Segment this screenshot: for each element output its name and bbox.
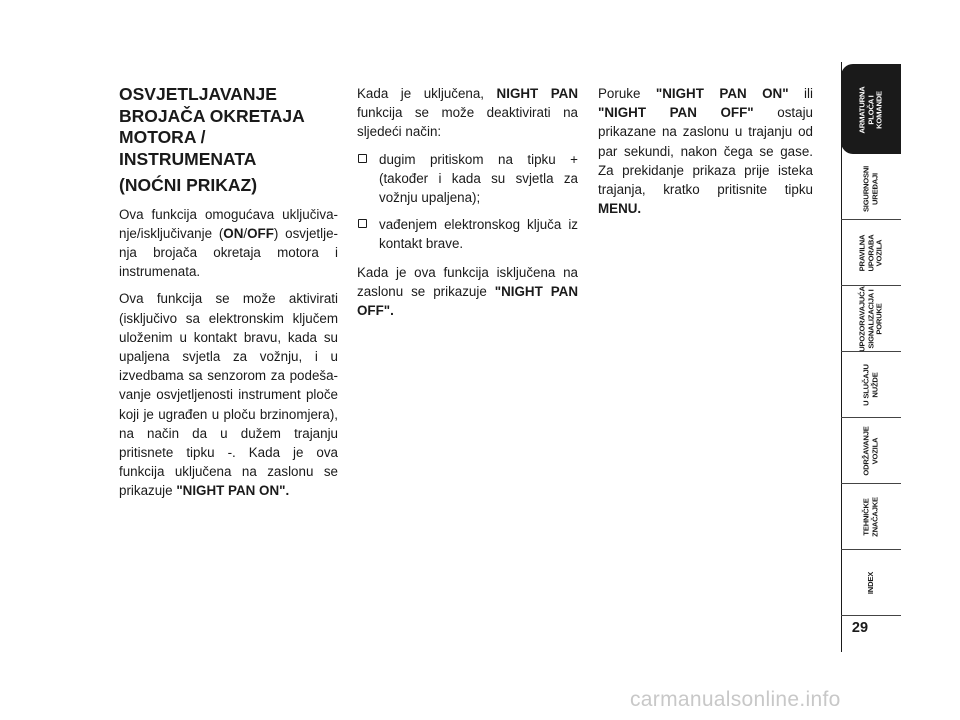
tab-sigurnosni-uredaji[interactable]	[841, 158, 901, 220]
tab-label: INDEX	[865, 571, 875, 594]
text: Ova funkcija se može aktivirati (isključivo sa elektronskim ključem uloženim u kontakt bravu, kada su upaljena svjetla za vožnju, i u izvedbama sa senzorom za podeša-vanje osvjetljenosti instrument ploče koji je ugrađen u ploču brzinomjera), na način da u dužem trajanju pritisnete tipku -. Kada je ova funkcija uključena na zaslonu se prikazuje	[119, 291, 338, 499]
text: Poruke	[598, 86, 656, 101]
night-pan-off-label: "NIGHT PAN OFF".	[357, 283, 578, 319]
night-pan-off-label: "NIGHT PAN OFF"	[598, 105, 754, 121]
tab-label: U SLUČAJU NUŽDE	[861, 363, 879, 406]
text: ili	[788, 86, 813, 101]
night-pan-on-label: "NIGHT PAN ON"	[655, 86, 789, 101]
night-pan-on-label: "NIGHT PAN ON".	[176, 483, 290, 499]
text: /	[243, 225, 248, 241]
column-middle	[357, 84, 578, 328]
list-item	[357, 215, 578, 253]
watermark: carmanualsonline.info	[630, 688, 841, 711]
heading-line: INSTRUMENATA	[119, 148, 257, 169]
on-label: ON	[223, 225, 244, 241]
tab-pravilna-uporaba[interactable]	[841, 220, 901, 286]
column-left	[119, 84, 338, 509]
text: ostaju prikazane na zaslonu u trajanju od par sekundi, nakon čega se gase. Za prekidanje prikaza prije isteka trajanja, kratko pritisnite tipku	[598, 105, 813, 198]
heading-line: BROJAČA OKRETAJA	[119, 105, 305, 126]
menu-label: MENU.	[598, 201, 642, 217]
checkbox-bullet-icon	[358, 219, 367, 228]
page-number: 29	[851, 620, 869, 636]
tab-tehnicke-znacajke[interactable]	[841, 484, 901, 550]
night-pan-label: NIGHT PAN	[496, 86, 578, 101]
text: Kada je ova funkcija isključena na zaslonu se prikazuje	[357, 264, 578, 299]
off-label: OFF	[247, 225, 274, 241]
paragraph-intro	[119, 205, 338, 282]
checkbox-bullet-icon	[358, 154, 367, 163]
tab-odrzavanje-vozila[interactable]	[841, 418, 901, 484]
section-heading	[119, 84, 338, 197]
tab-index[interactable]	[841, 550, 901, 616]
text: Kada je uključena,	[357, 86, 497, 101]
heading-line: MOTORA /	[119, 127, 206, 147]
paragraph-activation	[119, 289, 338, 500]
tab-label: PRAVILNA UPORABA VOZILA	[857, 234, 884, 271]
text: Ova funkcija omogućava uključiva-nje/isključivanje (	[119, 206, 338, 241]
tab-label: TEHNIČKE ZNAČAJKE	[861, 496, 879, 537]
paragraph-messages	[598, 84, 813, 218]
bullet-list	[357, 150, 578, 254]
column-right	[598, 84, 813, 226]
text: funkcija se može deaktivirati na sljedeći način:	[357, 105, 578, 140]
heading-subtitle: (NOĆNI PRIKAZ)	[119, 175, 258, 195]
tab-label: ARMATURNA PLOČA I KOMANDE	[857, 86, 884, 134]
list-item-text: dugim pritiskom na tipku + (također i kada su svjetla za vožnju upaljena);	[379, 151, 578, 206]
list-item-text: vađenjem elektronskog ključa iz kontakt brave.	[379, 217, 578, 252]
text: ) osvjetlje-nja brojača okretaja motora i instrumenata.	[119, 225, 338, 280]
tab-u-slucaju-nuzde[interactable]	[841, 352, 901, 418]
paragraph-off-message	[357, 263, 578, 321]
chapter-tabs	[841, 62, 901, 616]
list-item	[357, 150, 578, 208]
heading-line: OSVJETLJAVANJE	[119, 84, 277, 104]
tab-armaturna-ploca[interactable]	[841, 62, 901, 158]
tab-label: UPOZORAVAJUĆA SIGNALIZACIJA I PORUKE	[857, 285, 884, 352]
tab-label: ODRŽAVANJE VOZILA	[861, 425, 879, 476]
tab-label: SIGURNOSNI UREĐAJI	[861, 165, 879, 212]
tab-upozoravajuca-signalizacija[interactable]	[841, 286, 901, 352]
paragraph-deactivation-intro	[357, 84, 578, 142]
